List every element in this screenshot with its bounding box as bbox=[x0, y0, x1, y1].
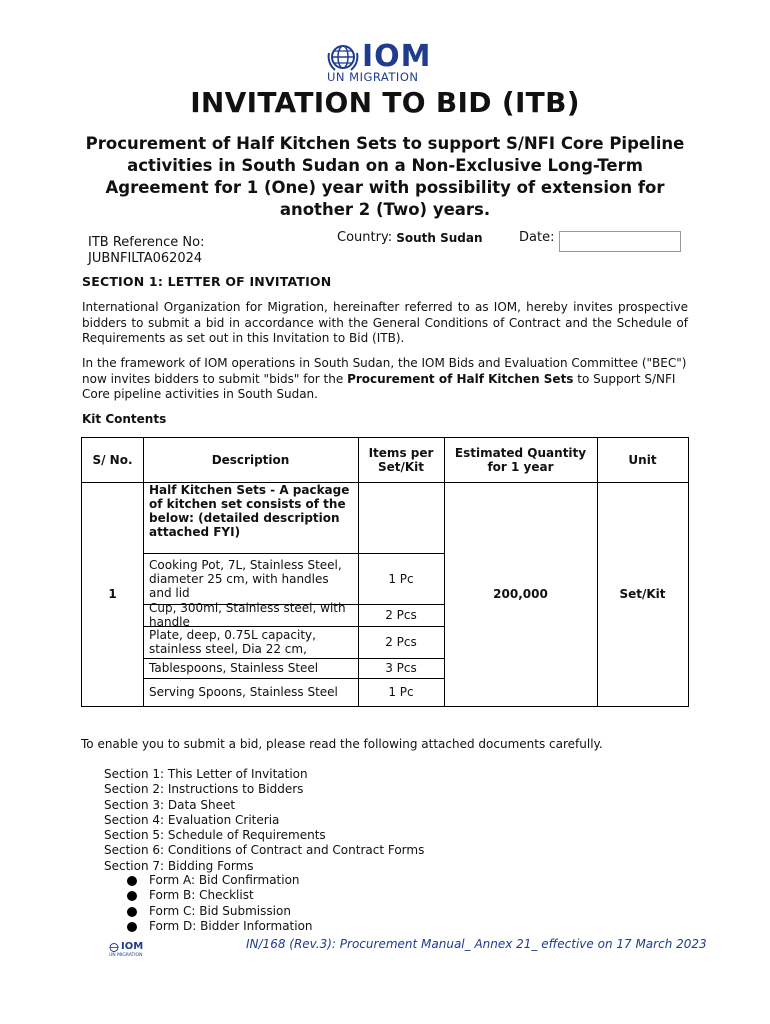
footer-logo-subtext: UN MIGRATION bbox=[109, 953, 143, 958]
row-sno: 1 bbox=[108, 586, 117, 601]
list-item bbox=[126, 904, 313, 919]
logo-wordmark: IOM bbox=[362, 39, 432, 74]
kit-contents-label: Kit Contents bbox=[82, 412, 167, 426]
sections-list bbox=[104, 767, 424, 874]
row-quantity: 200,000 bbox=[493, 586, 548, 601]
form-label: Form B: Checklist bbox=[149, 888, 254, 903]
un-globe-icon bbox=[108, 942, 120, 953]
item-count: 1 Pc bbox=[388, 571, 414, 586]
list-item: Section 2: Instructions to Bidders bbox=[104, 782, 304, 797]
country-field bbox=[337, 230, 491, 246]
list-item: Section 5: Schedule of Requirements bbox=[104, 828, 326, 843]
document-subtitle: Procurement of Half Kitchen Sets to support S/NFI Core Pipeline activities in South Sudan on a Non-Exclusive Long-Term Agreement for 1 (One) year with possibility of extension for another 2 (Two) years. bbox=[85, 134, 685, 219]
list-item bbox=[126, 888, 313, 903]
item-description: Serving Spoons, Stainless Steel bbox=[149, 684, 338, 699]
country-label: Country: bbox=[337, 230, 393, 245]
date-label: Date: bbox=[519, 230, 555, 245]
header-sno: S/ No. bbox=[92, 453, 133, 467]
item-description: Plate, deep, 0.75L capacity, stainless steel, Dia 22 cm, bbox=[149, 628, 316, 656]
list-item: Section 1: This Letter of Invitation bbox=[104, 767, 308, 781]
logo-subtext: UN MIGRATION bbox=[327, 70, 419, 84]
footer-iom-logo bbox=[108, 942, 154, 960]
item-count: 1 Pc bbox=[388, 684, 414, 699]
un-globe-icon bbox=[326, 43, 360, 73]
header-items-per-set: Items per Set/Kit bbox=[368, 446, 434, 474]
item-count: 3 Pcs bbox=[385, 661, 417, 675]
iom-logo bbox=[326, 41, 446, 87]
list-item bbox=[126, 919, 313, 934]
bullet-icon bbox=[127, 922, 137, 932]
footer-note: IN/168 (Rev.3): Procurement Manual_ Annex 21_ effective on 17 March 2023 bbox=[246, 937, 707, 951]
footer-logo-wordmark: IOM bbox=[121, 941, 144, 952]
documents-intro: To enable you to submit a bid, please read the following attached documents carefully. bbox=[81, 737, 603, 751]
header-estimated-quantity: Estimated Quantity for 1 year bbox=[454, 446, 587, 474]
framework-paragraph bbox=[82, 356, 688, 403]
forms-list bbox=[126, 873, 313, 934]
document-title: INVITATION TO BID (ITB) bbox=[190, 86, 580, 119]
item-description: Cup, 300ml, Stainless steel, with handle bbox=[149, 601, 346, 629]
section-heading: SECTION 1: LETTER OF INVITATION bbox=[82, 274, 332, 289]
header-unit: Unit bbox=[628, 453, 657, 467]
item-description: Cooking Pot, 7L, Stainless Steel, diameter 25 cm, with handles and lid bbox=[149, 557, 342, 600]
form-label: Form D: Bidder Information bbox=[149, 918, 313, 933]
date-input[interactable] bbox=[559, 231, 681, 252]
itb-reference-label: ITB Reference No: bbox=[88, 235, 205, 250]
list-item: Section 3: Data Sheet bbox=[104, 797, 236, 812]
header-description: Description bbox=[211, 453, 290, 467]
form-label: Form A: Bid Confirmation bbox=[149, 873, 300, 887]
group-title: Half Kitchen Sets - A package of kitchen set consists of the below: (detailed description attached FYI) bbox=[149, 483, 350, 539]
framework-text-bold: Procurement of Half Kitchen Sets bbox=[347, 371, 574, 386]
itb-reference-value: JUBNFILTA062024 bbox=[88, 251, 203, 266]
framework-text-end: to Support S/NFI Core pipeline activities in South Sudan. bbox=[82, 371, 676, 401]
item-count: 2 Pcs bbox=[385, 635, 417, 649]
list-item bbox=[126, 873, 313, 888]
itb-reference bbox=[88, 235, 204, 267]
country-value: South Sudan bbox=[396, 231, 483, 245]
bullet-icon bbox=[127, 891, 137, 901]
framework-text-start: In the framework of IOM operations in South Sudan, the IOM Bids and Evaluation Committee ("BEC") now invites bidders to submit "bids" for the bbox=[82, 356, 687, 386]
item-description: Tablespoons, Stainless Steel bbox=[149, 661, 319, 675]
date-field bbox=[519, 230, 681, 252]
list-item: Section 6: Conditions of Contract and Contract Forms bbox=[104, 843, 425, 858]
bullet-icon bbox=[127, 907, 137, 917]
form-label: Form C: Bid Submission bbox=[149, 903, 291, 918]
kit-contents-table bbox=[81, 437, 689, 707]
list-item: Section 7: Bidding Forms bbox=[104, 858, 254, 873]
item-count: 2 Pcs bbox=[385, 608, 417, 622]
bullet-icon bbox=[127, 876, 137, 886]
list-item: Section 4: Evaluation Criteria bbox=[104, 812, 280, 827]
intro-paragraph: International Organization for Migration, hereinafter referred to as IOM, hereby invites prospective bidders to submit a bid in accordance with the General Conditions of Contract and the Schedule of Requirements as set out in this Invitation to Bid (ITB). bbox=[82, 300, 688, 345]
row-unit: Set/Kit bbox=[619, 586, 666, 601]
